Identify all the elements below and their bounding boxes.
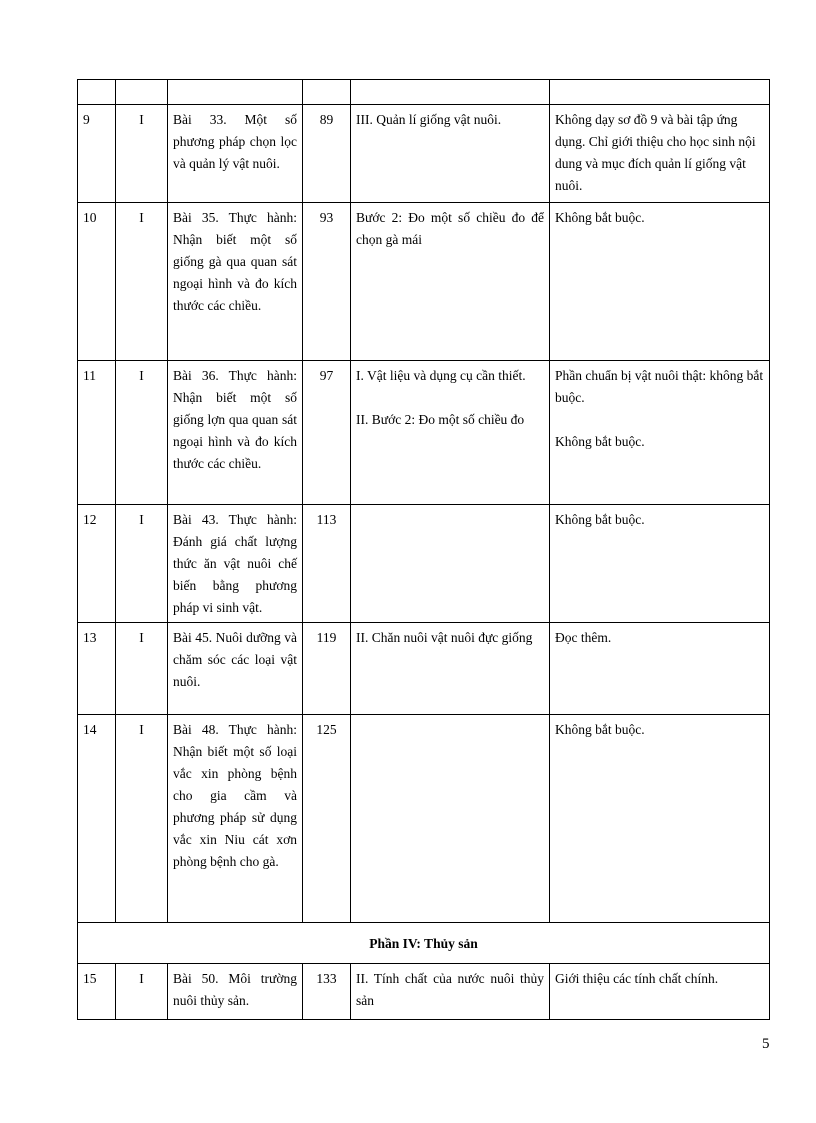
row-lesson: Bài 36. Thực hành: Nhận biết một số giống lợn qua quan sát ngoại hình và đo kích thước các chiều. <box>168 361 303 505</box>
row-note: Không bắt buộc. <box>550 203 770 361</box>
row-lesson: Bài 45. Nuôi dưỡng và chăm sóc các loại vật nuôi. <box>168 623 303 715</box>
row-grade: I <box>116 505 168 623</box>
row-lesson: Bài 50. Môi trường nuôi thủy sản. <box>168 964 303 1020</box>
row-lesson: Bài 33. Một số phương pháp chọn lọc và quản lý vật nuôi. <box>168 105 303 203</box>
table-row <box>78 105 770 203</box>
row-part <box>351 505 550 623</box>
table-row <box>78 715 770 923</box>
row-page: 93 <box>303 203 351 361</box>
row-number: 11 <box>78 361 116 505</box>
table-row <box>78 361 770 505</box>
row-part: II. Chăn nuôi vật nuôi đực giống <box>351 623 550 715</box>
row-note: Không bắt buộc. <box>550 505 770 623</box>
row-lesson: Bài 35. Thực hành: Nhận biết một số giống gà qua quan sát ngoại hình và đo kích thước các chiều. <box>168 203 303 361</box>
row-part-secondary: II. Bước 2: Đo một số chiều đo <box>356 412 525 427</box>
table-row <box>78 505 770 623</box>
table-row <box>78 203 770 361</box>
row-page: 119 <box>303 623 351 715</box>
row-number: 13 <box>78 623 116 715</box>
row-part <box>351 715 550 923</box>
row-note: Không bắt buộc. <box>550 715 770 923</box>
row-page: 97 <box>303 361 351 505</box>
row-grade: I <box>116 623 168 715</box>
row-page: 125 <box>303 715 351 923</box>
row-part: Bước 2: Đo một số chiều đo để chọn gà mái <box>351 203 550 361</box>
row-note: Giới thiệu các tính chất chính. <box>550 964 770 1020</box>
row-page: 113 <box>303 505 351 623</box>
row-grade: I <box>116 964 168 1020</box>
row-note: Đọc thêm. <box>550 623 770 715</box>
row-part: III. Quản lí giống vật nuôi. <box>351 105 550 203</box>
row-part: I. Vật liệu và dụng cụ cần thiết. <box>356 368 526 383</box>
table-row-continued <box>78 80 770 105</box>
row-part: II. Tính chất của nước nuôi thủy sản <box>351 964 550 1020</box>
row-page: 133 <box>303 964 351 1020</box>
row-number: 12 <box>78 505 116 623</box>
row-number: 15 <box>78 964 116 1020</box>
row-page: 89 <box>303 105 351 203</box>
section-title: Phần IV: Thủy sản <box>78 923 770 964</box>
row-note-secondary: Không bắt buộc. <box>555 434 645 449</box>
row-note-cell <box>550 361 770 505</box>
page-number: 5 <box>762 1036 770 1052</box>
row-number: 14 <box>78 715 116 923</box>
row-grade: I <box>116 105 168 203</box>
row-grade: I <box>116 361 168 505</box>
row-note: Không dạy sơ đồ 9 và bài tập ứng dụng. Chỉ giới thiệu cho học sinh nội dung và mục đích quản lí giống vật nuôi. <box>550 105 770 203</box>
row-grade: I <box>116 715 168 923</box>
row-number: 10 <box>78 203 116 361</box>
row-number: 9 <box>78 105 116 203</box>
curriculum-table <box>77 79 770 1020</box>
table-row <box>78 964 770 1020</box>
row-part-cell <box>351 361 550 505</box>
row-lesson: Bài 48. Thực hành: Nhận biết một số loại vắc xin phòng bệnh cho gia cầm và phương pháp sử dụng vắc xin Niu cát xơn phòng bệnh cho gà. <box>168 715 303 923</box>
table-row <box>78 623 770 715</box>
row-lesson: Bài 43. Thực hành: Đánh giá chất lượng thức ăn vật nuôi chế biến bằng phương pháp vi sinh vật. <box>168 505 303 623</box>
section-row <box>78 923 770 964</box>
row-note: Phần chuẩn bị vật nuôi thật: không bắt buộc. <box>555 368 764 405</box>
row-grade: I <box>116 203 168 361</box>
